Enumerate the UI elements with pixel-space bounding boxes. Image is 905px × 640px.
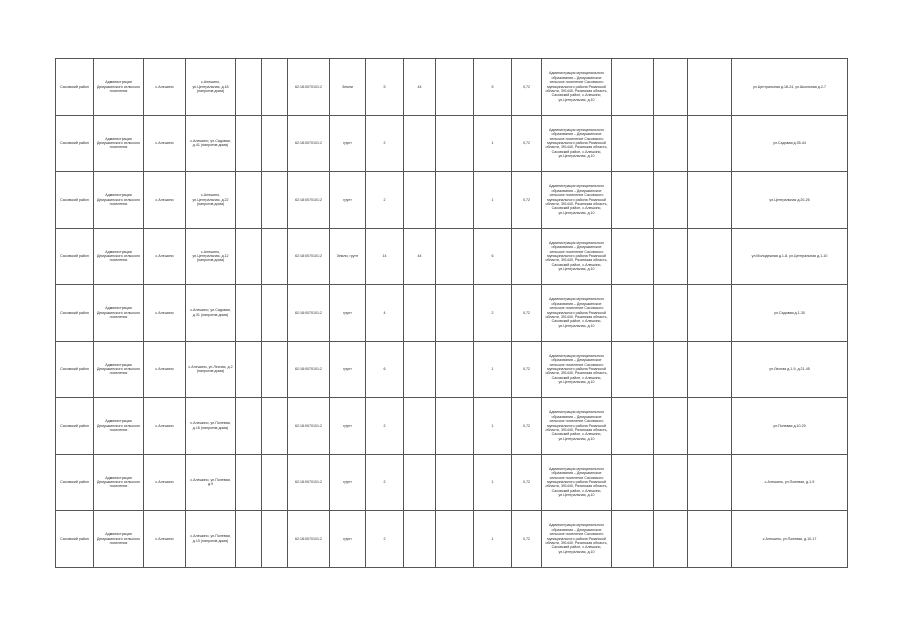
registry-table bbox=[55, 58, 848, 568]
cell-district: Сасовский район bbox=[56, 59, 94, 116]
cell-c5 bbox=[236, 285, 262, 342]
cell-c12: 1 bbox=[474, 341, 512, 398]
cell-owner: Администрация Демушкинского сельского поселения bbox=[94, 285, 144, 342]
cell-c17 bbox=[688, 341, 732, 398]
cell-c9: 14 bbox=[366, 228, 404, 285]
cell-c13 bbox=[512, 228, 542, 285]
cell-owner: Администрация Демушкинского сельского поселения bbox=[94, 172, 144, 229]
cell-cad: 62:18:0070101:2 bbox=[288, 59, 330, 116]
cell-c6 bbox=[262, 115, 288, 172]
cell-purpose: грунт bbox=[330, 115, 366, 172]
cell-c15 bbox=[612, 398, 654, 455]
cell-locality: с.Алешино bbox=[144, 285, 186, 342]
cell-c6 bbox=[262, 454, 288, 511]
cell-c9: 4 bbox=[366, 285, 404, 342]
cell-c15 bbox=[612, 59, 654, 116]
cell-org: Администрация муниципального образования – Демушкинское сельское поселение Сасовского муниципального района Рязанской области, 391440, Рязанская область, Сасовский район, с.Алешино, ул.Центральная, д.10 bbox=[542, 228, 612, 285]
cell-c12: 1 bbox=[474, 454, 512, 511]
cell-c9: 5 bbox=[366, 59, 404, 116]
cell-c16 bbox=[654, 285, 688, 342]
cell-address: с.Алешино, ул.Полевая, д.9 bbox=[186, 454, 236, 511]
cell-served: ул.Садовая д.1-30 bbox=[732, 285, 848, 342]
cell-cad: 62:18:0070101:2 bbox=[288, 172, 330, 229]
cell-c12: 2 bbox=[474, 285, 512, 342]
cell-c15 bbox=[612, 341, 654, 398]
cell-served: ул.Лесная д.1-9, д.21-45 bbox=[732, 341, 848, 398]
cell-c11 bbox=[436, 172, 474, 229]
cell-org: Администрация муниципального образования – Демушкинское сельское поселение Сасовского муниципального района Рязанской области, 391440, Рязанская область, Сасовский район, с.Алешино, ул.Центральная, д.10 bbox=[542, 59, 612, 116]
cell-c17 bbox=[688, 454, 732, 511]
cell-c11 bbox=[436, 341, 474, 398]
table-row bbox=[56, 511, 848, 568]
cell-owner: Администрация Демушкинского сельского поселения bbox=[94, 341, 144, 398]
cell-c15 bbox=[612, 115, 654, 172]
cell-c15 bbox=[612, 172, 654, 229]
cell-c10 bbox=[404, 172, 436, 229]
cell-c6 bbox=[262, 511, 288, 568]
cell-district: Сасовский район bbox=[56, 454, 94, 511]
table-row bbox=[56, 341, 848, 398]
cell-c13: 0,72 bbox=[512, 115, 542, 172]
cell-served: с.Алешино, ул.Полевая, д.1-9 bbox=[732, 454, 848, 511]
cell-c11 bbox=[436, 454, 474, 511]
cell-locality: с.Алешино bbox=[144, 172, 186, 229]
cell-address: с.Алешино, ул.Лесная, д.2 (напротив дома) bbox=[186, 341, 236, 398]
cell-c10 bbox=[404, 341, 436, 398]
cell-locality: с.Алешино bbox=[144, 454, 186, 511]
cell-locality: с.Алешино bbox=[144, 341, 186, 398]
cell-district: Сасовский район bbox=[56, 341, 94, 398]
cell-purpose: грунт bbox=[330, 285, 366, 342]
cell-c6 bbox=[262, 398, 288, 455]
cell-locality: с.Алешино bbox=[144, 511, 186, 568]
cell-locality: с.Алешино bbox=[144, 59, 186, 116]
cell-served: ул.Садовая д.35-44 bbox=[732, 115, 848, 172]
table-row bbox=[56, 285, 848, 342]
cell-c16 bbox=[654, 341, 688, 398]
cell-org: Администрация муниципального образования – Демушкинское сельское поселение Сасовского муниципального района Рязанской области, 391440, Рязанская область, Сасовский район, с.Алешино, ул.Центральная, д.10 bbox=[542, 172, 612, 229]
cell-org: Администрация муниципального образования – Демушкинское сельское поселение Сасовского муниципального района Рязанской области, 391440, Рязанская область, Сасовский район, с.Алешино, ул.Центральная, д.10 bbox=[542, 115, 612, 172]
cell-c12: 1 bbox=[474, 115, 512, 172]
cell-c12: 5 bbox=[474, 59, 512, 116]
cell-cad: 62:18:0070101:2 bbox=[288, 228, 330, 285]
cell-c13: 0,72 bbox=[512, 511, 542, 568]
cell-purpose: грунт bbox=[330, 454, 366, 511]
cell-c11 bbox=[436, 59, 474, 116]
cell-district: Сасовский район bbox=[56, 228, 94, 285]
cell-c10 bbox=[404, 115, 436, 172]
table-row bbox=[56, 172, 848, 229]
cell-district: Сасовский район bbox=[56, 398, 94, 455]
cell-c11 bbox=[436, 398, 474, 455]
cell-owner: Администрация Демушкинского сельского поселения bbox=[94, 398, 144, 455]
table-row bbox=[56, 228, 848, 285]
cell-c10 bbox=[404, 285, 436, 342]
cell-c6 bbox=[262, 59, 288, 116]
cell-district: Сасовский район bbox=[56, 115, 94, 172]
cell-cad: 62:18:0070101:2 bbox=[288, 285, 330, 342]
cell-owner: Администрация Демушкинского сельского поселения bbox=[94, 59, 144, 116]
cell-district: Сасовский район bbox=[56, 285, 94, 342]
cell-c5 bbox=[236, 172, 262, 229]
cell-address: с.Алешино, ул.Центральная, д.22 (напротив дома) bbox=[186, 172, 236, 229]
cell-c9: 2 bbox=[366, 398, 404, 455]
cell-c5 bbox=[236, 398, 262, 455]
cell-c10 bbox=[404, 511, 436, 568]
cell-c6 bbox=[262, 172, 288, 229]
cell-c10: 44 bbox=[404, 228, 436, 285]
cell-org: Администрация муниципального образования – Демушкинское сельское поселение Сасовского муниципального района Рязанской области, 391440, Рязанская область, Сасовский район, с.Алешино, ул.Центральная, д.10 bbox=[542, 398, 612, 455]
cell-purpose: грунт bbox=[330, 398, 366, 455]
cell-locality: с.Алешино bbox=[144, 398, 186, 455]
cell-c13: 0,72 bbox=[512, 285, 542, 342]
cell-org: Администрация муниципального образования – Демушкинское сельское поселение Сасовского муниципального района Рязанской области, 391440, Рязанская область, Сасовский район, с.Алешино, ул.Центральная, д.10 bbox=[542, 341, 612, 398]
cell-c13: 0,72 bbox=[512, 454, 542, 511]
cell-c12: 1 bbox=[474, 398, 512, 455]
cell-locality: с.Алешино bbox=[144, 228, 186, 285]
cell-c13: 0,72 bbox=[512, 398, 542, 455]
cell-c17 bbox=[688, 228, 732, 285]
cell-served: ул.Молодежная д.1-8, ул.Центральная д.1-10 bbox=[732, 228, 848, 285]
table-row bbox=[56, 59, 848, 116]
cell-c10 bbox=[404, 454, 436, 511]
cell-c17 bbox=[688, 59, 732, 116]
cell-owner: Администрация Демушкинского сельского поселения bbox=[94, 115, 144, 172]
cell-c10: 44 bbox=[404, 59, 436, 116]
cell-c16 bbox=[654, 511, 688, 568]
cell-c16 bbox=[654, 115, 688, 172]
cell-served: с.Алешино, ул.Полевая, д.10-17 bbox=[732, 511, 848, 568]
cell-c5 bbox=[236, 511, 262, 568]
cell-c17 bbox=[688, 115, 732, 172]
cell-c5 bbox=[236, 454, 262, 511]
cell-c17 bbox=[688, 172, 732, 229]
cell-cad: 62:18:0070101:2 bbox=[288, 398, 330, 455]
cell-c5 bbox=[236, 59, 262, 116]
cell-c11 bbox=[436, 228, 474, 285]
cell-served: ул.Центральная д.20-26 bbox=[732, 172, 848, 229]
cell-c6 bbox=[262, 341, 288, 398]
cell-c17 bbox=[688, 398, 732, 455]
cell-c11 bbox=[436, 511, 474, 568]
cell-owner: Администрация Демушкинского сельского поселения bbox=[94, 454, 144, 511]
cell-c12: 1 bbox=[474, 172, 512, 229]
cell-purpose: Земли bbox=[330, 59, 366, 116]
cell-c12: 1 bbox=[474, 511, 512, 568]
cell-c9: 2 bbox=[366, 115, 404, 172]
cell-c16 bbox=[654, 398, 688, 455]
cell-owner: Администрация Демушкинского сельского поселения bbox=[94, 228, 144, 285]
cell-cad: 62:18:0070101:2 bbox=[288, 454, 330, 511]
cell-c5 bbox=[236, 115, 262, 172]
cell-c9: 2 bbox=[366, 172, 404, 229]
cell-owner: Администрация Демушкинского сельского поселения bbox=[94, 511, 144, 568]
cell-c15 bbox=[612, 511, 654, 568]
cell-purpose: грунт bbox=[330, 341, 366, 398]
cell-c15 bbox=[612, 454, 654, 511]
cell-c16 bbox=[654, 59, 688, 116]
table-body bbox=[56, 59, 848, 568]
cell-purpose: грунт bbox=[330, 172, 366, 229]
table-row bbox=[56, 454, 848, 511]
cell-district: Сасовский район bbox=[56, 172, 94, 229]
cell-c15 bbox=[612, 285, 654, 342]
cell-c16 bbox=[654, 454, 688, 511]
cell-locality: с.Алешино bbox=[144, 115, 186, 172]
cell-c6 bbox=[262, 228, 288, 285]
cell-cad: 62:18:0070101:2 bbox=[288, 341, 330, 398]
cell-c5 bbox=[236, 228, 262, 285]
cell-district: Сасовский район bbox=[56, 511, 94, 568]
cell-c9: 2 bbox=[366, 511, 404, 568]
cell-c11 bbox=[436, 285, 474, 342]
cell-c9: 2 bbox=[366, 454, 404, 511]
cell-c5 bbox=[236, 341, 262, 398]
cell-served: ул.Полевая д.10-20 bbox=[732, 398, 848, 455]
cell-c9: 6 bbox=[366, 341, 404, 398]
cell-address: с.Алешино, ул.Садовая, д.41 (напротив дома) bbox=[186, 115, 236, 172]
cell-purpose: грунт bbox=[330, 511, 366, 568]
cell-org: Администрация муниципального образования – Демушкинское сельское поселение Сасовского муниципального района Рязанской области, 391440, Рязанская область, Сасовский район, с.Алешино, ул.Центральная, д.10 bbox=[542, 285, 612, 342]
table-row bbox=[56, 115, 848, 172]
cell-c13: 0,72 bbox=[512, 172, 542, 229]
cell-c13: 0,72 bbox=[512, 59, 542, 116]
cell-c13: 0,72 bbox=[512, 341, 542, 398]
cell-c15 bbox=[612, 228, 654, 285]
cell-cad: 62:18:0070101:2 bbox=[288, 115, 330, 172]
cell-c6 bbox=[262, 285, 288, 342]
cell-served: ул.Центральная д.18-24, ул.Школьная д.2-7 bbox=[732, 59, 848, 116]
cell-address: с.Алешино, ул.Садовая, д.31 (напротив дома) bbox=[186, 285, 236, 342]
cell-purpose: Земли, грунт bbox=[330, 228, 366, 285]
cell-org: Администрация муниципального образования – Демушкинское сельское поселение Сасовского муниципального района Рязанской области, 391440, Рязанская область, Сасовский район, с.Алешино, ул.Центральная, д.10 bbox=[542, 454, 612, 511]
cell-c16 bbox=[654, 172, 688, 229]
cell-address: с.Алешино, ул.Центральная, д.12 (напротив дома) bbox=[186, 228, 236, 285]
cell-c10 bbox=[404, 398, 436, 455]
cell-c16 bbox=[654, 228, 688, 285]
cell-c11 bbox=[436, 115, 474, 172]
cell-c12: 6 bbox=[474, 228, 512, 285]
cell-address: с.Алешино, ул.Центральная, д.18 (напротив дома) bbox=[186, 59, 236, 116]
cell-c17 bbox=[688, 511, 732, 568]
cell-c17 bbox=[688, 285, 732, 342]
cell-cad: 62:18:0070101:2 bbox=[288, 511, 330, 568]
cell-org: Администрация муниципального образования – Демушкинское сельское поселение Сасовского муниципального района Рязанской области, 391440, Рязанская область, Сасовский район, с.Алешино, ул.Центральная, д.10 bbox=[542, 511, 612, 568]
cell-address: с.Алешино, ул.Полевая, д.10 (напротив дома) bbox=[186, 511, 236, 568]
cell-address: с.Алешино, ул.Полевая, д.16 (напротив дома) bbox=[186, 398, 236, 455]
table-row bbox=[56, 398, 848, 455]
